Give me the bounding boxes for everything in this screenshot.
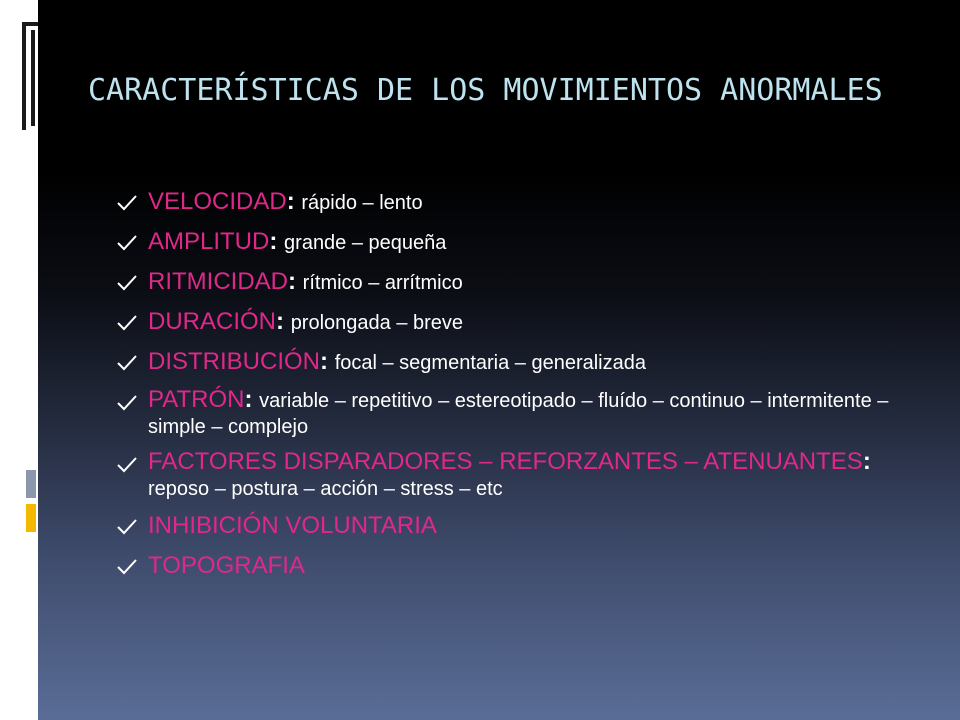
bullet-ritmicidad — [116, 268, 906, 299]
bullet-distribucion — [116, 348, 906, 379]
bullet-separator: : — [269, 228, 285, 255]
bullet-keyword: AMPLITUD — [148, 228, 270, 255]
checkmark-icon — [116, 314, 138, 332]
checkmark-icon — [116, 194, 138, 212]
bullet-value: rápido – lento — [301, 192, 423, 214]
bullet-keyword: VELOCIDAD — [148, 188, 287, 215]
bullet-duracion — [116, 308, 906, 339]
bullet-list — [116, 188, 906, 592]
bullet-keyword: FACTORES DISPARADORES – REFORZANTES – ATENUANTES — [148, 448, 863, 475]
checkmark-icon — [116, 456, 138, 474]
bullet-value: reposo – postura – acción – stress – etc — [148, 478, 503, 500]
checkmark-icon — [116, 274, 138, 292]
bullet-separator: : — [286, 188, 302, 215]
bullet-separator: : — [276, 308, 291, 335]
bullet-keyword: DURACIÓN — [148, 308, 277, 335]
bullet-keyword: PATRÓN — [148, 386, 245, 413]
left-accent-bar — [0, 0, 38, 720]
checkmark-icon — [116, 518, 138, 536]
slide-title: CARACTERÍSTICAS DE LOS MOVIMIENTOS ANORMALES — [88, 73, 883, 108]
bullet-value: grande – pequeña — [284, 232, 447, 254]
checkmark-icon — [116, 234, 138, 252]
bullet-keyword: INHIBICIÓN VOLUNTARIA — [148, 512, 437, 539]
bullet-patron — [116, 388, 906, 441]
bullet-amplitud — [116, 228, 906, 259]
checkmark-icon — [116, 558, 138, 576]
bullet-velocidad — [116, 188, 906, 219]
bullet-separator: : — [288, 268, 303, 295]
checkmark-icon — [116, 354, 138, 372]
bullet-factores — [116, 450, 906, 503]
bullet-value: prolongada – breve — [290, 312, 464, 334]
bullet-value: focal – segmentaria – generalizada — [334, 352, 646, 374]
bullet-value: rítmico – arrítmico — [302, 272, 463, 294]
bullet-keyword: TOPOGRAFIA — [148, 552, 305, 579]
bullet-value: variable – repetitivo – estereotipado – fluído – continuo – intermitente – simple – complejo — [148, 390, 889, 438]
bullet-keyword: DISTRIBUCIÓN — [148, 348, 321, 375]
bullet-inhibicion — [116, 512, 906, 543]
bullet-separator: : — [320, 348, 335, 375]
bullet-topografia — [116, 552, 906, 583]
bullet-separator: : — [862, 448, 871, 475]
checkmark-icon — [116, 394, 138, 412]
bullet-separator: : — [244, 386, 260, 413]
bullet-keyword: RITMICIDAD — [148, 268, 288, 295]
